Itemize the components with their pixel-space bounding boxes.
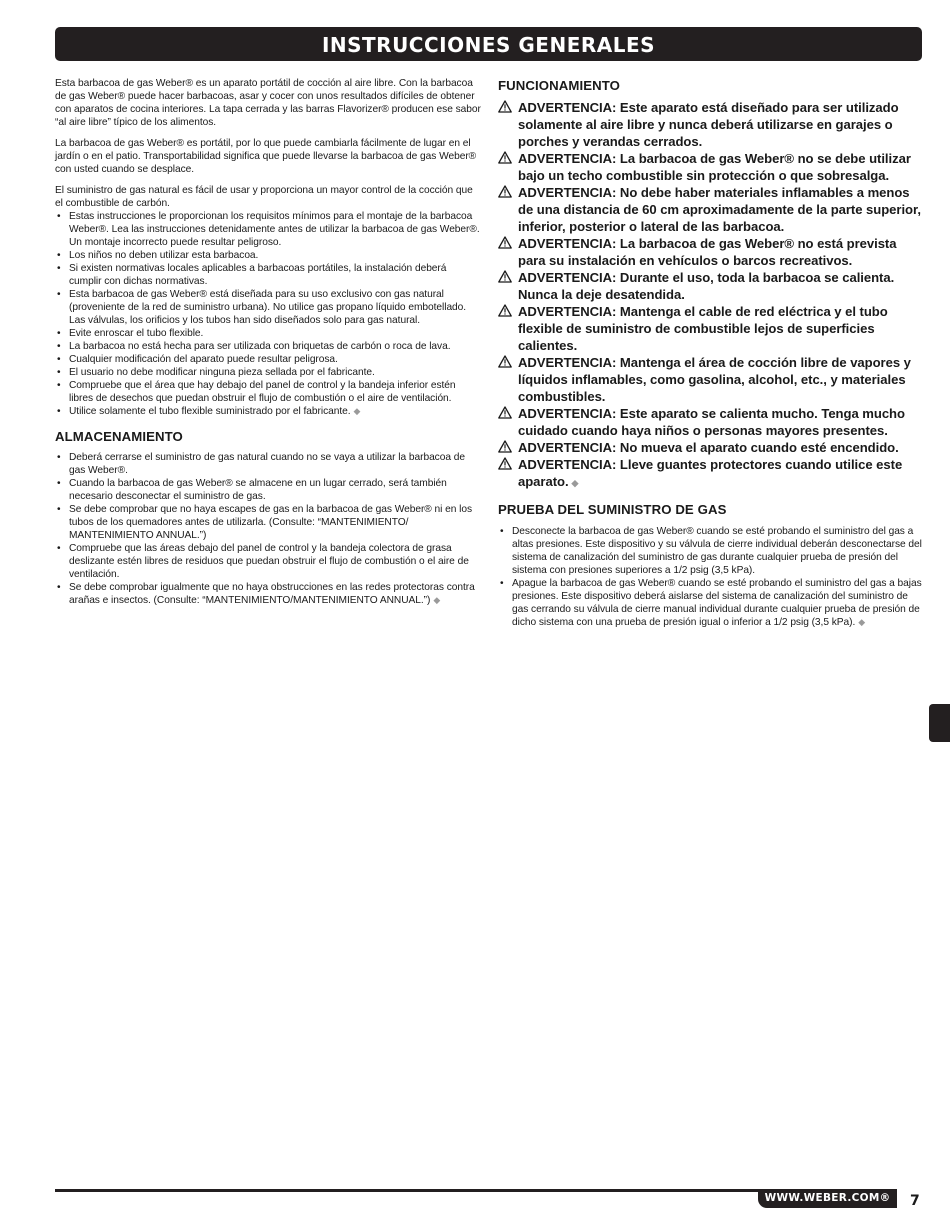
general-bullet-list (55, 210, 481, 418)
warning-triangle-icon (498, 185, 512, 198)
storage-bullet-list (55, 451, 481, 607)
end-mark-icon: ◆ (353, 406, 361, 416)
page-number: 7 (910, 1193, 920, 1209)
list-item: • El usuario no debe modificar ninguna pieza sellada por el fabricante. (55, 366, 481, 379)
operation-heading: FUNCIONAMIENTO (498, 78, 621, 93)
list-item: • Cualquier modificación del aparato puede resultar peligrosa. (55, 353, 481, 366)
list-item: • Si existen normativas locales aplicables a barbacoas portátiles, la instalación deberá cumplir con dichas normativas. (55, 262, 481, 288)
warning-item (498, 99, 922, 150)
right-column (498, 77, 922, 629)
warning-item (498, 269, 922, 303)
warning-item (498, 456, 922, 492)
left-column (55, 77, 481, 607)
warning-triangle-icon (498, 270, 512, 283)
list-item-text: Utilice solamente el tubo flexible suministrado por el fabricante. (69, 406, 351, 417)
list-item-text: Apague la barbacoa de gas Weber® cuando se esté probando el suministro del gas a bajas presiones. Este dispositivo deberá aislarse del sistema de canalización del suministro de gas cerrando su válvula de cierre manual individual durante cualquier prueba de presión de dicho sistema con una prueba de presión igual o inferior a 1/2 psig (3,5 kPa). (512, 578, 922, 628)
list-item (498, 577, 922, 629)
warning-text: ADVERTENCIA: Este aparato está diseñado para ser utilizado solamente al aire libre y nunca deberá utilizarse en garajes o porches y verandas cerrados. (518, 100, 899, 149)
list-item: • Compruebe que las áreas debajo del panel de control y la bandeja colectora de grasa deslizante estén libres de residuos que puedan obstruir el flujo de combustión o el aire de ventilación. (55, 542, 481, 581)
warning-triangle-icon (498, 304, 512, 317)
warning-item (498, 439, 922, 456)
warning-text: ADVERTENCIA: La barbacoa de gas Weber® no está prevista para su instalación en vehículos o barcos recreativos. (518, 236, 897, 268)
list-item: • Deberá cerrarse el suministro de gas natural cuando no se vaya a utilizar la barbacoa de gas Weber®. (55, 451, 481, 477)
gas-test-bullet-list (498, 525, 922, 629)
warning-triangle-icon (498, 236, 512, 249)
list-item: • Se debe comprobar que no haya escapes de gas en la barbacoa de gas Weber® ni en los tubos de los quemadores antes de utilizarla. (Consulte: “MANTENIMIENTO/ MANTENIMIENTO ANNUAL.”) (55, 503, 481, 542)
warning-triangle-icon (498, 100, 512, 113)
storage-heading: ALMACENAMIENTO (55, 429, 183, 444)
page-title: INSTRUCCIONES GENERALES (55, 27, 922, 61)
list-item: • Estas instrucciones le proporcionan los requisitos mínimos para el montaje de la barbacoa Weber®. Lea las instrucciones detenidamente antes de utilizar la barbacoa de gas Weber®. Un montaje incorrecto puede resultar peligroso. (55, 210, 481, 249)
list-item: • Los niños no deben utilizar esta barbacoa. (55, 249, 481, 262)
intro-paragraph: La barbacoa de gas Weber® es portátil, por lo que puede cambiarla fácilmente de lugar en el jardín o en el patio. Transportabilidad significa que puede llevarse la barbacoa de gas Weber® con usted cuando se desplace. (55, 138, 477, 175)
list-item (55, 405, 481, 418)
warning-text: ADVERTENCIA: No debe haber materiales inflamables a menos de una distancia de 60 cm aproximadamente de la parte superior, inferior, posterior o lateral de las barbacoa. (518, 185, 921, 234)
end-mark-icon: ◆ (571, 478, 579, 488)
warning-item (498, 150, 922, 184)
warning-text: ADVERTENCIA: Durante el uso, toda la barbacoa se calienta. Nunca la deje desatendida. (518, 270, 895, 302)
warning-triangle-icon (498, 355, 512, 368)
gas-test-heading: PRUEBA DEL SUMINISTRO DE GAS (498, 502, 727, 517)
list-item: • Compruebe que el área que hay debajo del panel de control y la bandeja inferior estén libres de desechos que puedan obstruir el flujo de combustión o el aire de ventilación. (55, 379, 481, 405)
footer-website: WWW.WEBER.COM® (758, 1189, 897, 1208)
section-tab-marker (929, 704, 950, 742)
intro-paragraph: El suministro de gas natural es fácil de usar y proporciona un mayor control de la cocción que el combustible de carbón. (55, 185, 473, 209)
warning-item (498, 184, 922, 235)
warning-triangle-icon (498, 151, 512, 164)
warning-item (498, 303, 922, 354)
list-item: • Esta barbacoa de gas Weber® está diseñada para su uso exclusivo con gas natural (proveniente de la red de suministro urbana). No utilice gas propano líquido embotellado. Las válvulas, los orificios y los tubos han sido diseñados solo para gas natural. (55, 288, 481, 327)
intro-paragraph: Esta barbacoa de gas Weber® es un aparato portátil de cocción al aire libre. Con la barbacoa de gas Weber® puede hacer barbacoas, asar y cocer con unos resultados difíciles de obtener con aparatos de cocina interiores. La tapa cerrada y las barras Flavorizer® producen ese sabor “al aire libre” típico de los alimentos. (55, 78, 481, 128)
warning-text: ADVERTENCIA: Mantenga el área de cocción libre de vapores y líquidos inflamables, como gasolina, alcohol, etc., y materiales combustibles. (518, 355, 911, 404)
list-item (55, 581, 481, 607)
warning-text: ADVERTENCIA: La barbacoa de gas Weber® no se debe utilizar bajo un techo combustible sin protección o que sobresalga. (518, 151, 911, 183)
list-item-text: Se debe comprobar igualmente que no haya obstrucciones en las redes protectoras contra arañas e insectos. (Consulte: “MANTENIMIENTO/MANTENIMIENTO ANNUAL.”) (69, 582, 475, 606)
warning-triangle-icon (498, 440, 512, 453)
list-item: • La barbacoa no está hecha para ser utilizada con briquetas de carbón o roca de lava. (55, 340, 481, 353)
list-item: • Cuando la barbacoa de gas Weber® se almacene en un lugar cerrado, será también necesario desconectar el suministro de gas. (55, 477, 481, 503)
warning-list (498, 99, 922, 492)
warning-text: ADVERTENCIA: Mantenga el cable de red eléctrica y el tubo flexible de suministro de combustible lejos de superficies calientes. (518, 304, 888, 353)
list-item: • Evite enroscar el tubo flexible. (55, 327, 481, 340)
warning-triangle-icon (498, 406, 512, 419)
warning-triangle-icon (498, 457, 512, 470)
warning-text: ADVERTENCIA: Este aparato se calienta mucho. Tenga mucho cuidado cuando haya niños o personas mayores presentes. (518, 406, 905, 438)
warning-text: ADVERTENCIA: Lleve guantes protectores cuando utilice este aparato. (518, 457, 903, 489)
warning-item (498, 405, 922, 439)
warning-item (498, 235, 922, 269)
end-mark-icon: ◆ (858, 617, 866, 627)
end-mark-icon: ◆ (433, 595, 441, 605)
list-item: • Desconecte la barbacoa de gas Weber® cuando se esté probando el suministro del gas a altas presiones. Este dispositivo y su válvula de cierre individual deberán desconectarse del sistema de canalización del suministro de gas durante cualquier prueba de presión del sistema con presiones superiores a 1/2 psig (3,5 kPa). (498, 525, 922, 577)
warning-item (498, 354, 922, 405)
warning-text: ADVERTENCIA: No mueva el aparato cuando esté encendido. (518, 440, 899, 455)
